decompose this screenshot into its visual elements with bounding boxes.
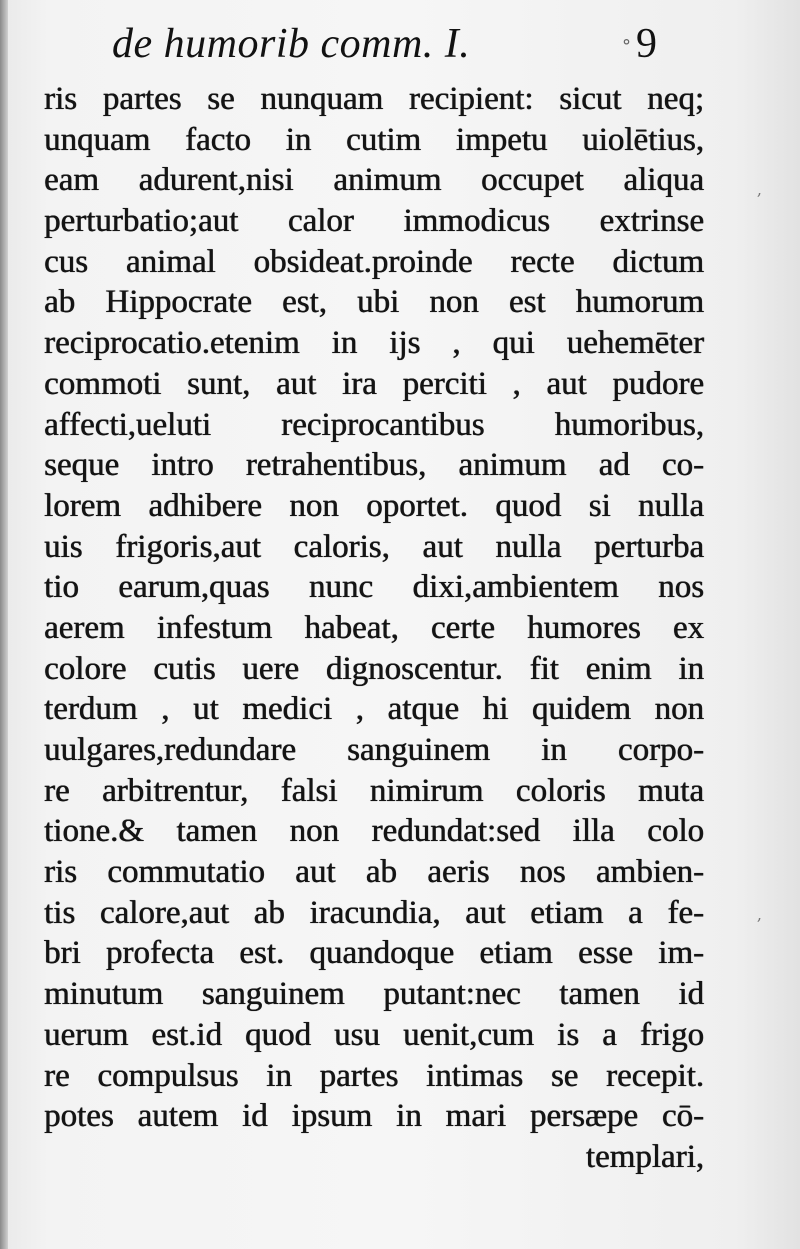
text-line: ris partes se nunquam recipient: sicut neq; [44, 81, 704, 117]
catchword: templari, [585, 1138, 704, 1175]
text-line: uulgares,redundare sanguinem in corpo- [44, 732, 704, 768]
text-line: colore cutis uere dignoscentur. fit enim in [44, 650, 704, 687]
text-line: cus animal obsideat.proinde recte dictum [44, 243, 704, 280]
margin-speck-icon: , [756, 180, 762, 199]
text-line: reciprocatio.etenim in ijs , qui uehemēter [44, 325, 704, 362]
margin-speck-icon: , [756, 905, 762, 924]
text-line: affecti,ueluti reciprocantibus humoribus, [44, 406, 704, 443]
text-line: tis calore,aut ab iracundia, aut etiam a fe- [44, 894, 704, 931]
text-line: tio earum,quas nunc dixi,ambientem nos [44, 569, 704, 606]
text-line: aerem infestum habeat, certe humores ex [44, 609, 704, 646]
body-text [44, 79, 704, 1178]
text-line: bri profecta est. quandoque etiam esse im- [44, 935, 704, 972]
text-line: terdum , ut medici , atque hi quidem non [44, 691, 704, 728]
text-line: perturbatio;aut calor immodicus extrinse [44, 203, 704, 240]
page-number: 9 [636, 21, 657, 67]
page-gutter-shadow [0, 0, 8, 1249]
running-head: de humorib comm. I. [112, 21, 471, 67]
text-line: eam adurent,nisi animum occupet aliqua [44, 162, 704, 199]
text-line: uis frigoris,aut caloris, aut nulla perturba [44, 528, 704, 565]
text-line: minutum sanguinem putant:nec tamen id [44, 976, 704, 1013]
folio-ornament-icon: ° [622, 36, 631, 57]
page-header [0, 14, 800, 74]
text-line: uerum est.id quod usu uenit,cum is a frigo [44, 1016, 704, 1053]
text-line: re arbitrentur, falsi nimirum coloris muta [44, 772, 704, 809]
text-line: tione.& tamen non redundat:sed illa colo [44, 813, 704, 850]
text-line: lorem adhibere non oportet. quod si nulla [44, 487, 704, 524]
text-line: seque intro retrahentibus, animum ad co- [44, 447, 704, 484]
text-line: potes autem id ipsum in mari persæpe cō- [44, 1098, 704, 1135]
text-line: unquam facto in cutim impetu uiolētius, [44, 121, 704, 158]
text-line: ris commutatio aut ab aeris nos ambien- [44, 854, 704, 891]
text-line: re compulsus in partes intimas se recepit. [44, 1057, 704, 1094]
text-line: ab Hippocrate est, ubi non est humorum [44, 284, 704, 321]
text-line: commoti sunt, aut ira perciti , aut pudore [44, 365, 704, 402]
